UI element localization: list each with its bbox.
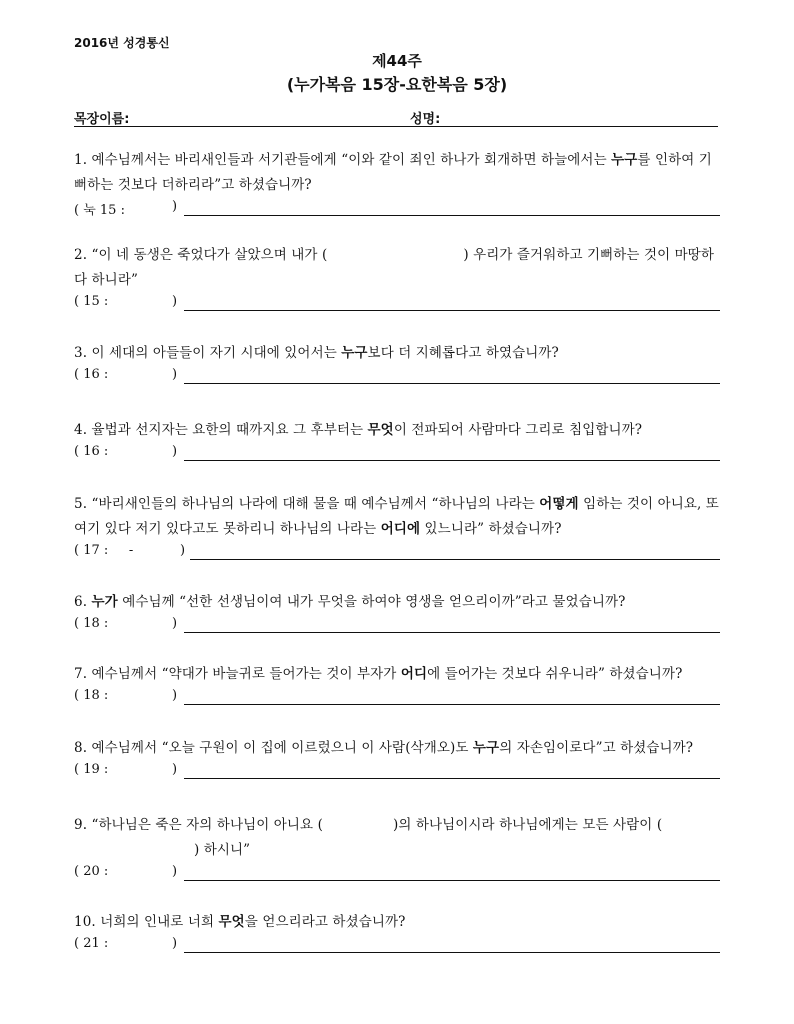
- question-2: [74, 243, 720, 314]
- answer-line[interactable]: [184, 310, 720, 311]
- question-text: 6. 누가 예수님께 “선한 선생님이여 내가 무엇을 하여야 영생을 얻으리이까”라고 물었습니까?: [74, 594, 626, 610]
- question-text: 4. 율법과 선지자는 요한의 때까지요 그 후부터는 무엇이 전파되어 사람마다 그리로 침입합니까?: [74, 422, 643, 438]
- verse-ref: ( 21 :: [74, 936, 109, 951]
- question-6: [74, 590, 720, 636]
- answer-line[interactable]: [184, 215, 720, 216]
- question-text: 3. 이 세대의 아들들이 자기 시대에 있어서는 누구보다 더 지혜롭다고 하였습니까?: [74, 345, 559, 361]
- answer-row: ( 20 : ): [74, 864, 720, 884]
- answer-row: ( 눅 15 : ): [74, 199, 720, 219]
- question-text: 5. “바리새인들의 하나님의 나라에 대해 물을 때 예수님께서 “하나님의 나라는 어떻게 임하는 것이 아니요, 또 여기 있다 저기 있다고도 못하리니 하나님의 나라는 어디에 있느니라” 하셨습니까?: [74, 496, 719, 537]
- verse-ref: ( 16 :: [74, 367, 109, 382]
- answer-row: ( 16 : ): [74, 444, 720, 464]
- answer-row: ( 17 : - ): [74, 543, 720, 563]
- question-text: 1. 예수님께서는 바리새인들과 서기관들에게 “이와 같이 죄인 하나가 회개하면 하늘에서는 누구를 인하여 기뻐하는 것보다 더하리라”고 하셨습니까?: [74, 152, 712, 193]
- answer-row: ( 21 : ): [74, 936, 720, 956]
- question-3: [74, 341, 720, 387]
- question-9: [74, 813, 720, 884]
- signature-row: [74, 108, 718, 127]
- question-text: 2. “이 네 동생은 죽었다가 살았으며 내가 ( ) 우리가 즐거워하고 기뻐하는 것이 마땅하다 하니라”: [74, 247, 715, 288]
- answer-row: ( 18 : ): [74, 688, 720, 708]
- question-5: [74, 492, 720, 563]
- week-title: 제44주: [372, 52, 422, 70]
- question-text: 9. “하나님은 죽은 자의 하나님이 아니요 ( )의 하나님이시라 하나님에게는 모든 사람이 () 하시니”: [74, 817, 663, 858]
- verse-ref: ( 18 :: [74, 688, 109, 703]
- answer-line[interactable]: [184, 880, 720, 881]
- answer-line[interactable]: [184, 952, 720, 953]
- question-10: [74, 910, 720, 956]
- answer-row: ( 19 : ): [74, 762, 720, 782]
- verse-ref: ( 17 : -: [74, 543, 134, 558]
- verse-ref: ( 19 :: [74, 762, 109, 777]
- answer-line[interactable]: [190, 559, 720, 560]
- answer-line[interactable]: [184, 632, 720, 633]
- verse-ref: ( 16 :: [74, 444, 109, 459]
- answer-line[interactable]: [184, 704, 720, 705]
- answer-row: ( 18 : ): [74, 616, 720, 636]
- answer-row: ( 16 : ): [74, 367, 720, 387]
- question-text: 10. 너희의 인내로 너희 무엇을 얻으리라고 하셨습니까?: [74, 914, 406, 930]
- verse-ref: ( 눅 15 :: [74, 203, 125, 218]
- name-label: 성명:: [410, 112, 441, 127]
- scripture-range: (누가복음 15장-요한복음 5장): [286, 75, 508, 94]
- answer-line[interactable]: [184, 460, 720, 461]
- verse-ref: ( 15 :: [74, 294, 109, 309]
- answer-line[interactable]: [184, 383, 720, 384]
- answer-row: ( 15 : ): [74, 294, 720, 314]
- question-7: [74, 662, 720, 708]
- question-1: [74, 148, 720, 219]
- header-year-label: 2016년 성경통신: [74, 36, 170, 50]
- pastor-name-label: 목장이름:: [74, 112, 130, 127]
- verse-ref: ( 18 :: [74, 616, 109, 631]
- answer-line[interactable]: [184, 778, 720, 779]
- verse-ref: ( 20 :: [74, 864, 109, 879]
- question-text: 8. 예수님께서 “오늘 구원이 이 집에 이르렀으니 이 사람(삭개오)도 누구의 자손임이로다”고 하셨습니까?: [74, 740, 694, 756]
- question-text: 7. 예수님께서 “약대가 바늘귀로 들어가는 것이 부자가 어디에 들어가는 것보다 쉬우니라” 하셨습니까?: [74, 666, 683, 682]
- question-8: [74, 736, 720, 782]
- question-4: [74, 418, 720, 464]
